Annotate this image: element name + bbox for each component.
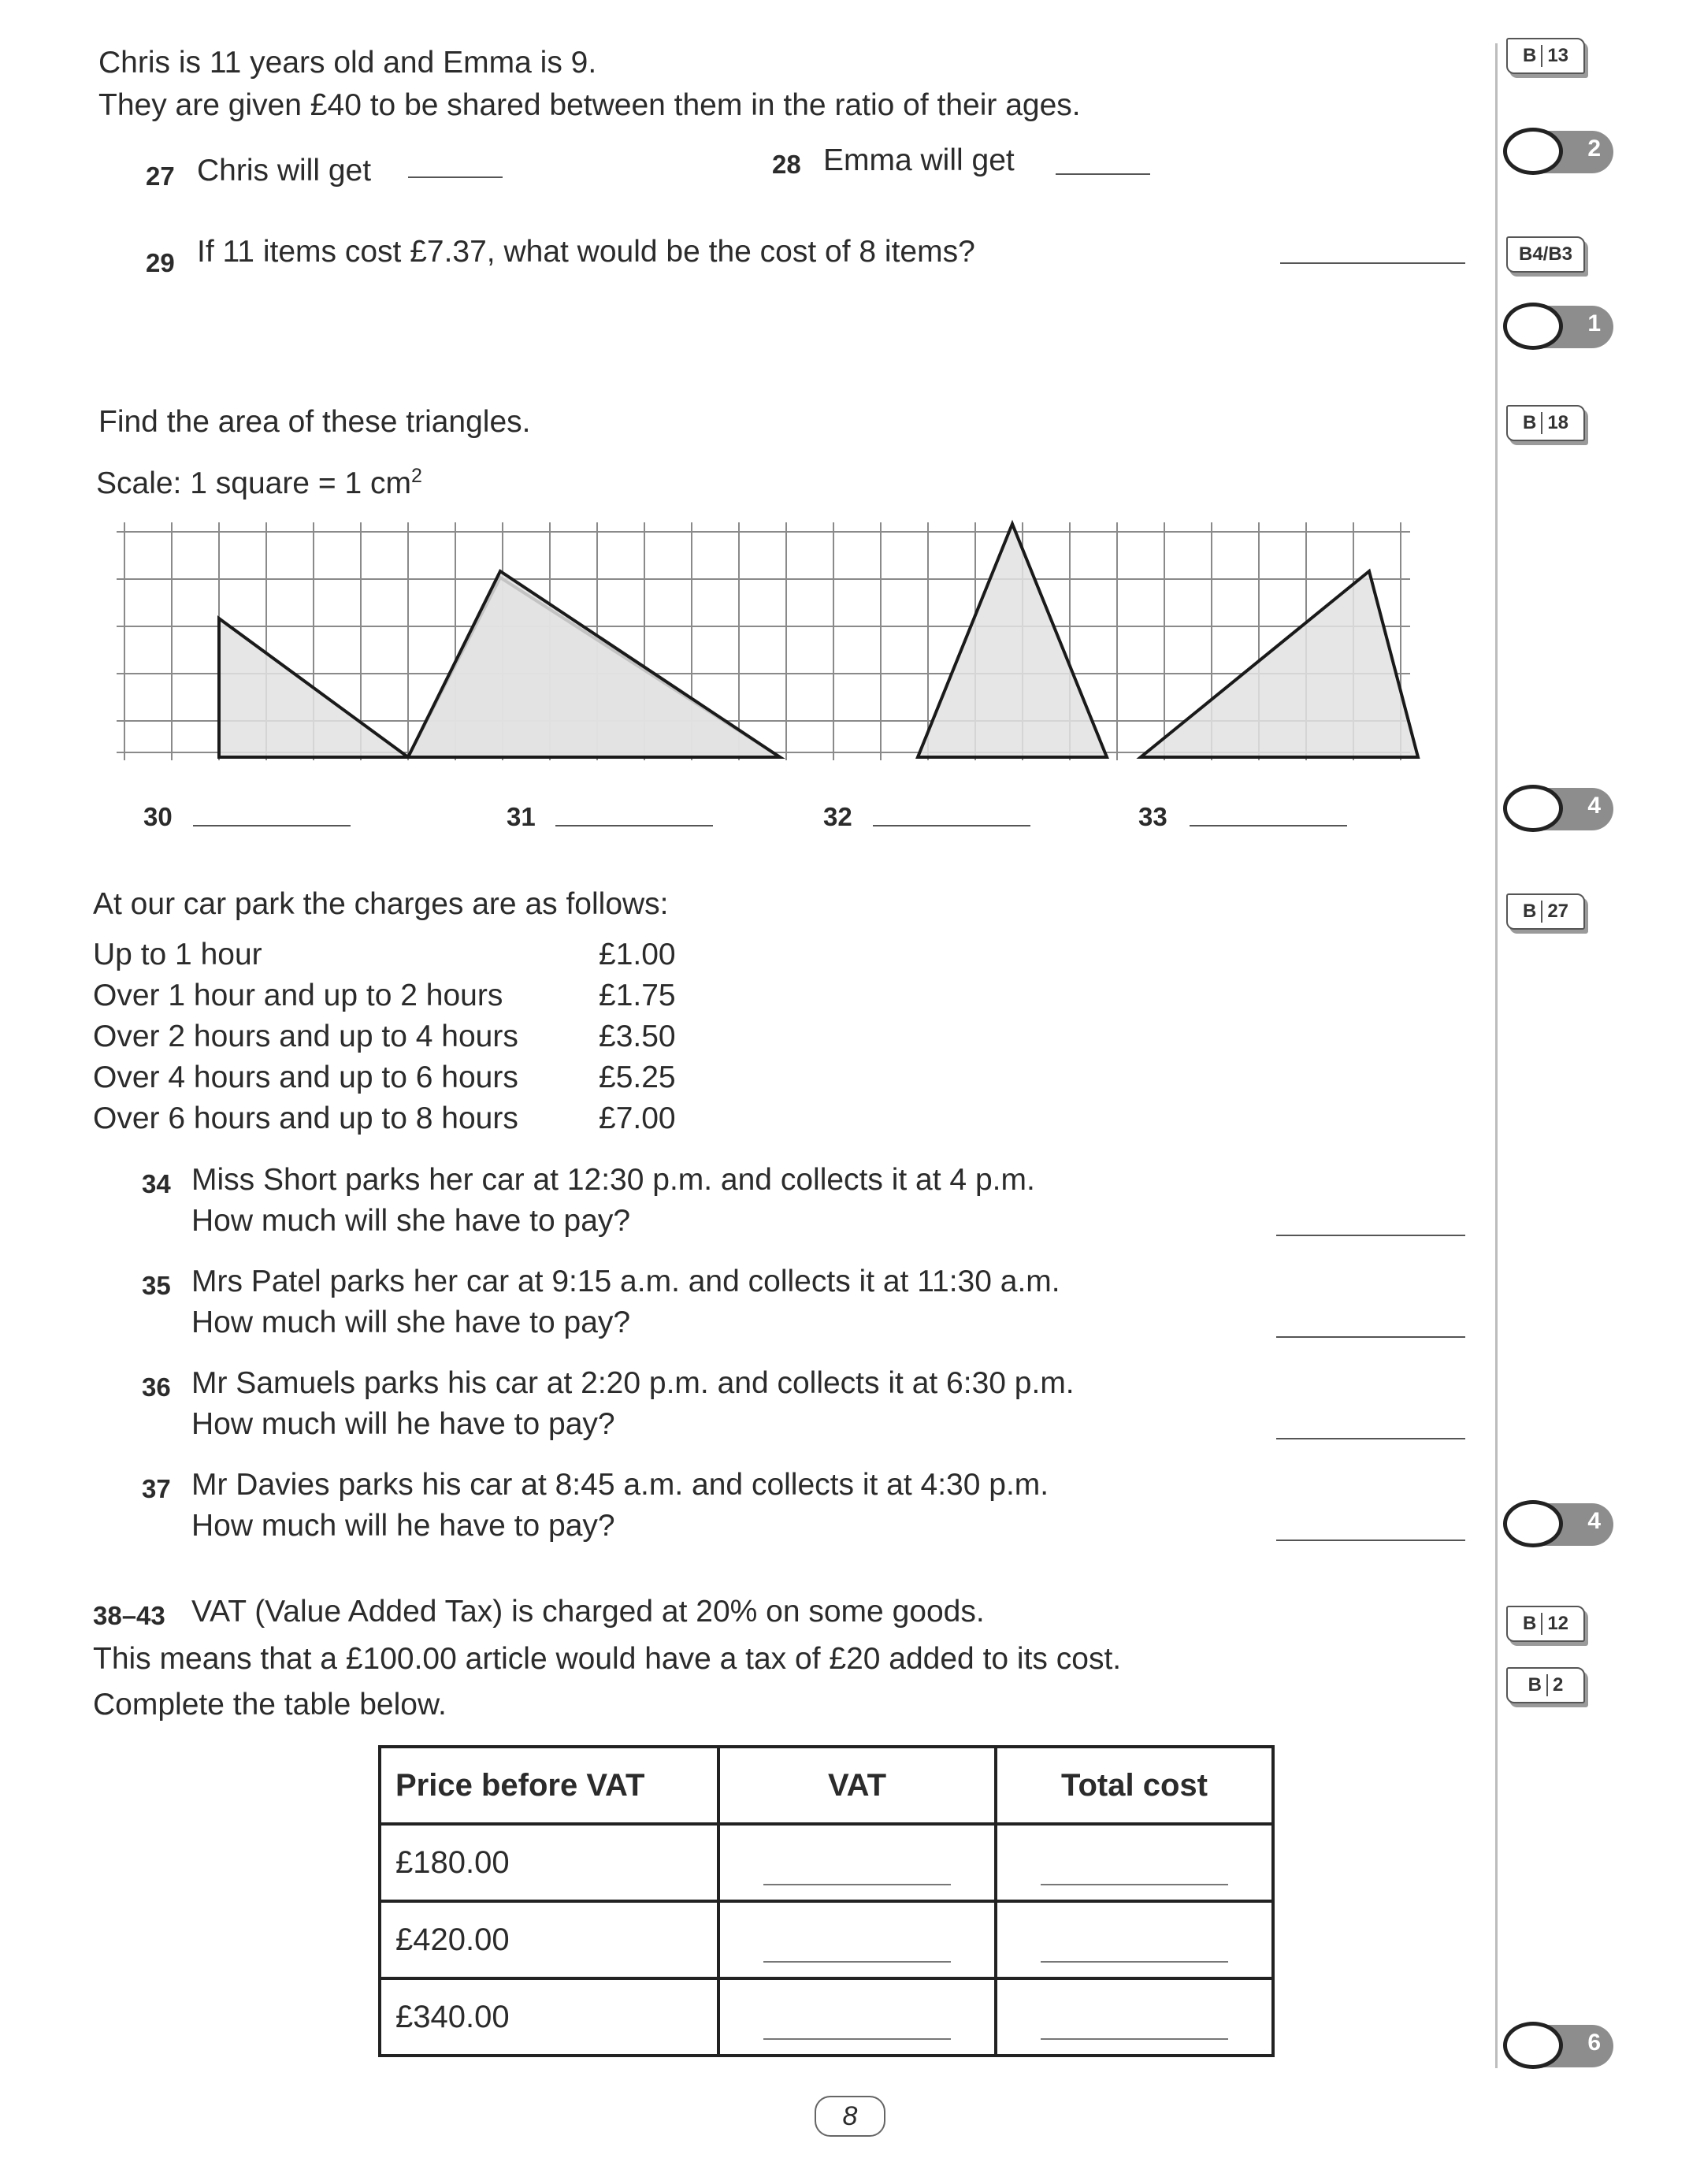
score-input-circle[interactable]	[1503, 303, 1563, 350]
vat-answer-cell[interactable]	[718, 1824, 996, 1901]
ref-book-label-a: B	[1528, 1674, 1542, 1696]
triangle-33-label: 33	[1138, 802, 1167, 831]
q28-text: Emma will get	[823, 143, 1015, 177]
rate-price-4: £5.25	[599, 1060, 676, 1094]
table-row	[380, 1824, 1273, 1901]
ref-book-icon	[1506, 236, 1585, 273]
q28-answer-blank[interactable]	[1056, 173, 1150, 175]
ref-book-label-b: 13	[1541, 45, 1573, 67]
score-max: 6	[1587, 2030, 1601, 2056]
q36-number: 36	[142, 1372, 171, 1402]
vat-answer-cell[interactable]	[718, 1978, 996, 2056]
score-box-1	[1503, 303, 1613, 351]
triangle-32	[918, 524, 1107, 757]
vat-line3: Complete the table below.	[93, 1688, 447, 1722]
price-cell: £340.00	[380, 1978, 718, 2056]
carpark-intro: At our car park the charges are as follows:	[93, 887, 669, 921]
q34-answer-blank[interactable]	[1276, 1235, 1465, 1236]
margin-rule	[1495, 43, 1498, 2068]
table-row	[380, 1901, 1273, 1978]
rate-period-3: Over 2 hours and up to 4 hours	[93, 1020, 518, 1053]
q37-answer-blank[interactable]	[1276, 1540, 1465, 1541]
vat-question-number: 38–43	[93, 1601, 165, 1630]
total-answer-cell[interactable]	[996, 1824, 1273, 1901]
ref-book-icon	[1506, 893, 1585, 930]
score-input-circle[interactable]	[1503, 785, 1563, 832]
q35-number: 35	[142, 1271, 171, 1300]
ref-book-icon	[1506, 1606, 1585, 1642]
ref-book-label-a: B	[1522, 901, 1537, 922]
score-input-circle[interactable]	[1503, 2022, 1563, 2069]
q35-line2: How much will she have to pay?	[191, 1306, 631, 1339]
ref-book-label-a: B	[1522, 412, 1537, 433]
ref-book-label-b: 12	[1541, 1613, 1573, 1635]
q28-number: 28	[772, 150, 801, 179]
header-total-cost: Total cost	[996, 1747, 1273, 1824]
ref-book-label-a: B4/B3	[1518, 243, 1573, 265]
triangle-30-label: 30	[143, 802, 173, 831]
triangle-33	[1141, 571, 1418, 757]
score-max: 4	[1587, 793, 1601, 819]
triangle-30-answer-blank[interactable]	[193, 825, 351, 826]
ref-book-icon	[1506, 1667, 1585, 1703]
score-box-4b	[1503, 1500, 1613, 1549]
q36-line1: Mr Samuels parks his car at 2:20 p.m. and collects it at 6:30 p.m.	[191, 1366, 1075, 1400]
q36-answer-blank[interactable]	[1276, 1438, 1465, 1439]
q35-line1: Mrs Patel parks her car at 9:15 a.m. and collects it at 11:30 a.m.	[191, 1265, 1060, 1298]
ratio-intro-line2: They are given £40 to be shared between them in the ratio of their ages.	[98, 88, 1081, 122]
ref-book-icon	[1506, 38, 1585, 74]
q37-line1: Mr Davies parks his car at 8:45 a.m. and collects it at 4:30 p.m.	[191, 1468, 1049, 1502]
vat-line1: VAT (Value Added Tax) is charged at 20% on some goods.	[191, 1595, 985, 1629]
answer-blank[interactable]	[763, 1961, 951, 1963]
rate-period-2: Over 1 hour and up to 2 hours	[93, 979, 503, 1012]
triangle-31-answer-blank[interactable]	[555, 825, 713, 826]
q36-line2: How much will he have to pay?	[191, 1407, 615, 1441]
total-answer-cell[interactable]	[996, 1978, 1273, 2056]
triangle-33-answer-blank[interactable]	[1190, 825, 1347, 826]
score-input-circle[interactable]	[1503, 1500, 1563, 1547]
rate-price-5: £7.00	[599, 1101, 676, 1135]
ref-book-label-b: 27	[1541, 901, 1573, 923]
triangles-scale	[96, 465, 422, 502]
rate-period-1: Up to 1 hour	[93, 938, 262, 971]
ref-book-label-a: B	[1522, 1613, 1537, 1634]
answer-blank[interactable]	[763, 1884, 951, 1885]
total-answer-cell[interactable]	[996, 1901, 1273, 1978]
triangle-32-answer-blank[interactable]	[873, 825, 1030, 826]
vat-table-header-row	[380, 1747, 1273, 1824]
ratio-intro-line1: Chris is 11 years old and Emma is 9.	[98, 46, 597, 80]
q34-line2: How much will she have to pay?	[191, 1204, 631, 1238]
ref-book-label-b: 2	[1546, 1674, 1568, 1696]
table-row	[380, 1978, 1273, 2056]
rate-price-2: £1.75	[599, 979, 676, 1012]
answer-blank[interactable]	[1041, 2038, 1228, 2040]
q34-line1: Miss Short parks her car at 12:30 p.m. and collects it at 4 p.m.	[191, 1163, 1035, 1197]
header-vat: VAT	[718, 1747, 996, 1824]
score-box-4a	[1503, 785, 1613, 834]
ref-book-label-b: 18	[1541, 412, 1573, 434]
rate-price-3: £3.50	[599, 1020, 676, 1053]
header-price-before-vat: Price before VAT	[380, 1747, 718, 1824]
ref-book-label-a: B	[1522, 45, 1537, 66]
ref-book-icon	[1506, 405, 1585, 441]
rate-period-4: Over 4 hours and up to 6 hours	[93, 1060, 518, 1094]
q29-answer-blank[interactable]	[1280, 262, 1465, 264]
score-box-2	[1503, 128, 1613, 176]
q29-number: 29	[146, 248, 175, 277]
score-max: 1	[1587, 310, 1601, 336]
vat-line2: This means that a £100.00 article would have a tax of £20 added to its cost.	[93, 1642, 1122, 1676]
q34-number: 34	[142, 1169, 171, 1198]
triangle-32-label: 32	[823, 802, 852, 831]
q27-text: Chris will get	[197, 154, 372, 188]
q35-answer-blank[interactable]	[1276, 1336, 1465, 1338]
page-number: 8	[815, 2096, 885, 2137]
score-box-6	[1503, 2022, 1613, 2071]
scale-superscript: 2	[410, 465, 422, 487]
vat-table	[378, 1745, 1275, 2057]
price-cell: £420.00	[380, 1901, 718, 1978]
q37-number: 37	[142, 1474, 171, 1503]
answer-blank[interactable]	[1041, 1884, 1228, 1885]
triangle-31-label: 31	[507, 802, 536, 831]
score-max: 4	[1587, 1508, 1601, 1534]
scale-text: Scale: 1 square = 1 cm	[96, 466, 411, 500]
triangle-31-shape	[408, 571, 780, 757]
q27-answer-blank[interactable]	[408, 176, 503, 178]
triangle-grid-figure	[102, 516, 1442, 768]
triangles-instruction: Find the area of these triangles.	[98, 405, 531, 439]
answer-blank[interactable]	[1041, 1961, 1228, 1963]
score-max: 2	[1587, 136, 1601, 162]
answer-blank[interactable]	[763, 2038, 951, 2040]
rate-price-1: £1.00	[599, 938, 676, 971]
vat-answer-cell[interactable]	[718, 1901, 996, 1978]
q27-number: 27	[146, 162, 175, 191]
rate-period-5: Over 6 hours and up to 8 hours	[93, 1101, 518, 1135]
q29-text: If 11 items cost £7.37, what would be the cost of 8 items?	[197, 235, 975, 269]
price-cell: £180.00	[380, 1824, 718, 1901]
score-input-circle[interactable]	[1503, 128, 1563, 175]
q37-line2: How much will he have to pay?	[191, 1509, 615, 1543]
